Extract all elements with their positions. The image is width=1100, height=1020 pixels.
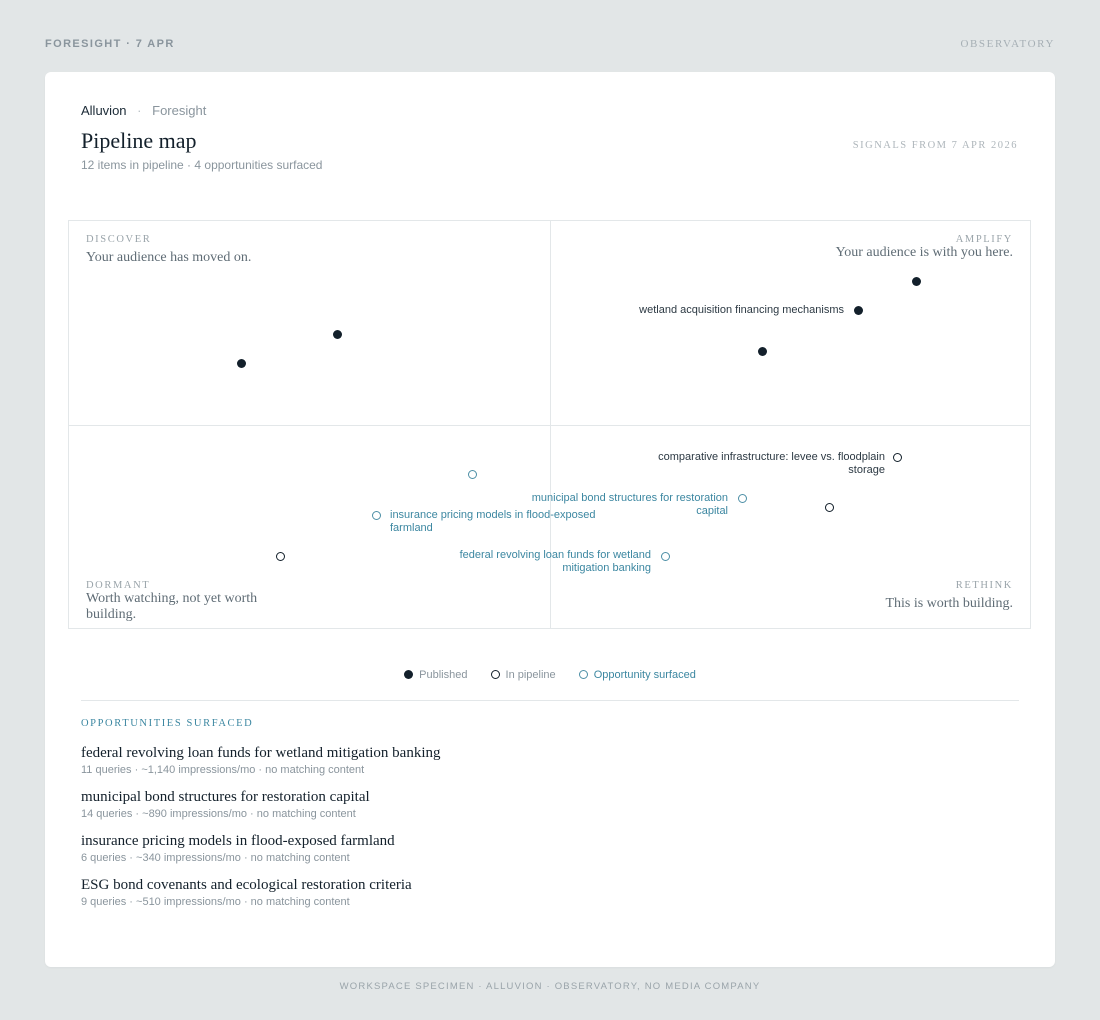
legend-label-published: Published [419, 669, 468, 682]
opportunity-marker-icon [579, 670, 588, 679]
opportunities-heading: OPPORTUNITIES SURFACED [81, 718, 254, 729]
opportunity-point[interactable] [372, 511, 381, 520]
opportunity-title[interactable]: ESG bond covenants and ecological restoration criteria [81, 877, 412, 893]
quadrant-desc-dormant: Worth watching, not yet worth building. [86, 591, 258, 622]
point-label: wetland acquisition financing mechanisms [639, 304, 844, 316]
quadrant-label-rethink: RETHINK [955, 580, 1013, 591]
opportunity-item[interactable] [81, 832, 981, 876]
opportunity-meta: 9 queries · ~510 impressions/mo · no matching content [81, 896, 350, 908]
published-marker-icon [404, 670, 413, 679]
opportunity-item[interactable] [81, 788, 981, 832]
published-point[interactable] [758, 347, 767, 356]
pipeline-marker-icon [491, 670, 500, 679]
quadrant-horizontal-divider [69, 425, 1030, 426]
top-bar-app-name: OBSERVATORY [960, 38, 1055, 50]
pipeline-point[interactable] [825, 503, 834, 512]
pipeline-card [45, 72, 1055, 967]
opportunity-point[interactable] [661, 552, 670, 561]
opportunity-title[interactable]: insurance pricing models in flood-exposed farmland [81, 833, 395, 849]
opportunity-meta: 6 queries · ~340 impressions/mo · no matching content [81, 852, 350, 864]
breadcrumb-brand[interactable]: Alluvion [81, 103, 127, 118]
footer-note: WORKSPACE SPECIMEN · ALLUVION · OBSERVATORY, NO MEDIA COMPANY [339, 981, 761, 992]
opportunity-item[interactable] [81, 876, 981, 920]
opportunity-point[interactable] [738, 494, 747, 503]
signals-date: SIGNALS FROM 7 APR 2026 [852, 140, 1018, 151]
quadrant-label-discover: DISCOVER [86, 234, 152, 245]
page-subtitle: 12 items in pipeline · 4 opportunities surfaced [81, 158, 323, 172]
legend-item-published[interactable] [404, 669, 467, 681]
opportunity-item[interactable] [81, 744, 981, 788]
breadcrumb-separator: · [137, 103, 142, 118]
top-bar-context: FORESIGHT · 7 APR [45, 38, 175, 50]
quadrant-label-amplify: AMPLIFY [955, 234, 1013, 245]
opportunity-point-label: federal revolving loan funds for wetland mitigation banking [459, 549, 651, 574]
pipeline-quadrant-map [68, 220, 1031, 629]
opportunity-meta: 11 queries · ~1,140 impressions/mo · no matching content [81, 764, 365, 776]
published-point[interactable] [333, 330, 342, 339]
map-legend [45, 669, 1055, 683]
published-point[interactable] [912, 277, 921, 286]
quadrant-label-dormant: DORMANT [86, 580, 151, 591]
top-bar [45, 38, 1055, 52]
published-point[interactable] [854, 306, 863, 315]
section-divider [81, 700, 1019, 701]
opportunity-point[interactable] [468, 470, 477, 479]
breadcrumb [81, 103, 206, 118]
legend-label-opportunity: Opportunity surfaced [593, 669, 696, 682]
published-point[interactable] [237, 359, 246, 368]
pipeline-point[interactable] [276, 552, 285, 561]
pipeline-point[interactable] [893, 453, 902, 462]
opportunity-point-label: municipal bond structures for restoration capital [531, 492, 728, 517]
legend-item-pipeline[interactable] [491, 669, 556, 681]
quadrant-desc-rethink: This is worth building. [885, 596, 1013, 611]
point-label: comparative infrastructure: levee vs. floodplain storage [658, 451, 885, 476]
legend-label-pipeline: In pipeline [505, 669, 556, 682]
quadrant-desc-amplify: Your audience is with you here. [835, 245, 1013, 260]
opportunity-point-label: insurance pricing models in flood-exposed farmland [390, 509, 596, 534]
opportunity-title[interactable]: federal revolving loan funds for wetland mitigation banking [81, 745, 441, 761]
opportunity-title[interactable]: municipal bond structures for restoration capital [81, 789, 370, 805]
page-title: Pipeline map [81, 128, 197, 153]
legend-item-opportunity[interactable] [579, 669, 696, 681]
quadrant-desc-discover: Your audience has moved on. [86, 250, 252, 265]
breadcrumb-section[interactable]: Foresight [152, 103, 207, 118]
opportunity-meta: 14 queries · ~890 impressions/mo · no matching content [81, 808, 356, 820]
opportunities-list [81, 744, 981, 920]
